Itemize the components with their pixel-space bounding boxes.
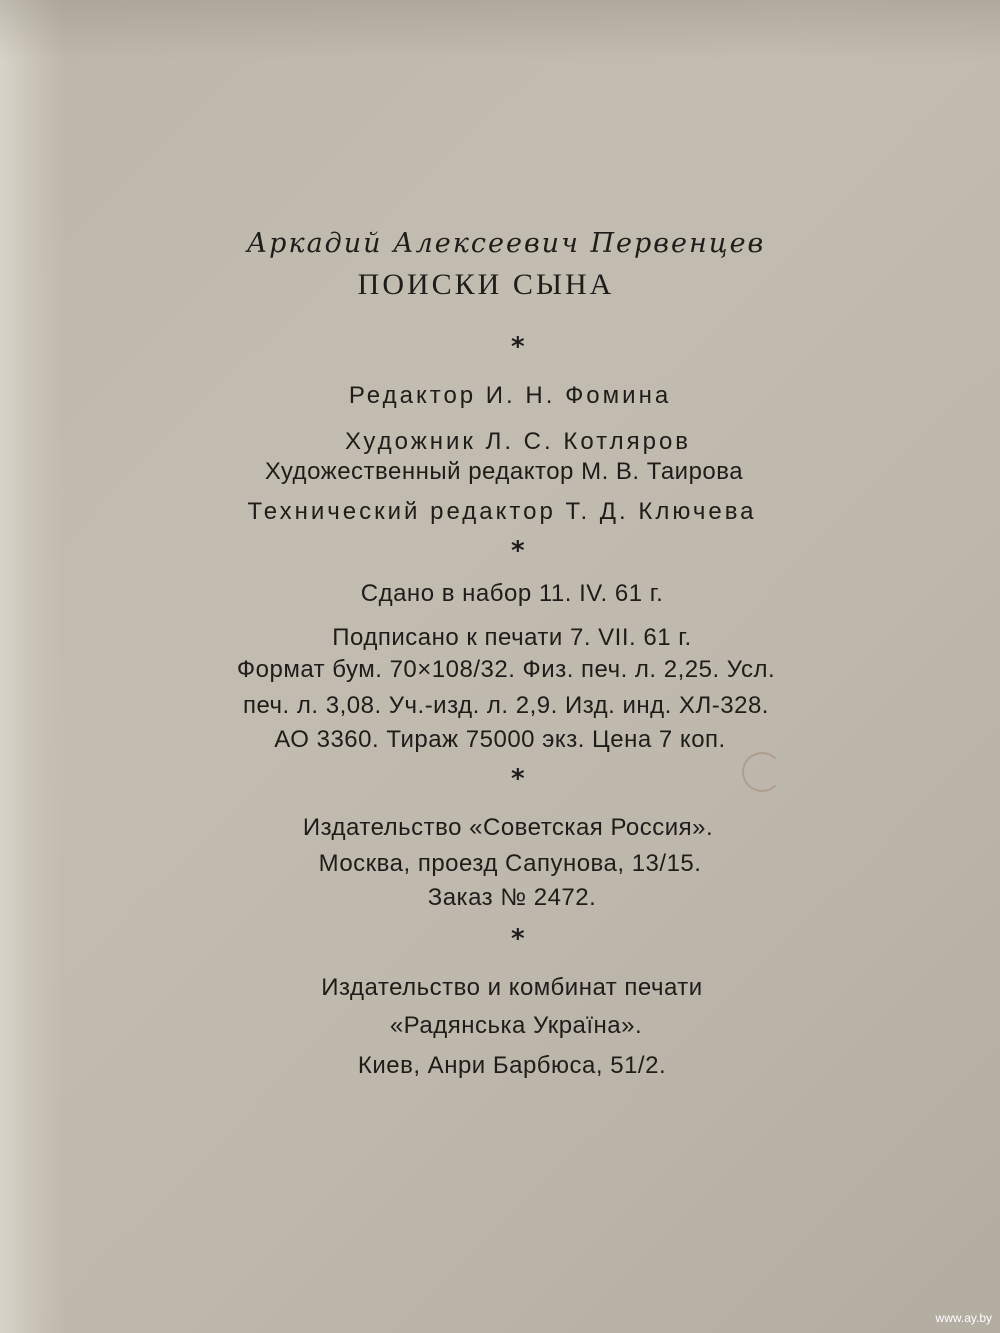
print-sheets: печ. л. 3,08. Уч.-изд. л. 2,9. Изд. инд. ХЛ-328. (243, 692, 769, 719)
book-title: ПОИСКИ СЫНА (357, 268, 615, 301)
publisher-address: Москва, проезд Сапунова, 13/15. (318, 850, 702, 877)
separator-star: * (510, 536, 526, 566)
printer-address: Киев, Анри Барбюса, 51/2. (357, 1052, 667, 1079)
top-shadow (0, 0, 1000, 60)
print-format: Формат бум. 70×108/32. Физ. печ. л. 2,25. Усл. (236, 656, 776, 683)
watermark-text: www.ay.by (935, 1311, 992, 1325)
publisher-name: Издательство «Советская Россия». (302, 814, 714, 841)
separator-star: * (510, 764, 526, 794)
print-circulation: АО 3360. Тираж 75000 экз. Цена 7 коп. (274, 726, 726, 753)
order-number: Заказ № 2472. (427, 884, 597, 911)
credit-artist: Художник Л. С. Котляров (344, 428, 692, 455)
credit-tech-editor: Технический редактор Т. Д. Ключева (247, 498, 757, 525)
author-name: Аркадий Алексеевич Первенцев (246, 228, 766, 259)
separator-star: * (510, 332, 526, 362)
paper-stain (742, 752, 782, 792)
print-typeset-date: Сдано в набор 11. IV. 61 г. (360, 580, 664, 607)
separator-star: * (510, 924, 526, 954)
credit-editor: Редактор И. Н. Фомина (348, 382, 672, 409)
credit-art-editor: Художественный редактор М. В. Таирова (264, 458, 744, 485)
print-signed-date: Подписано к печати 7. VII. 61 г. (332, 624, 692, 651)
printer-title: «Радянська Україна». (389, 1012, 643, 1039)
printer-name: Издательство и комбинат печати (321, 974, 703, 1001)
